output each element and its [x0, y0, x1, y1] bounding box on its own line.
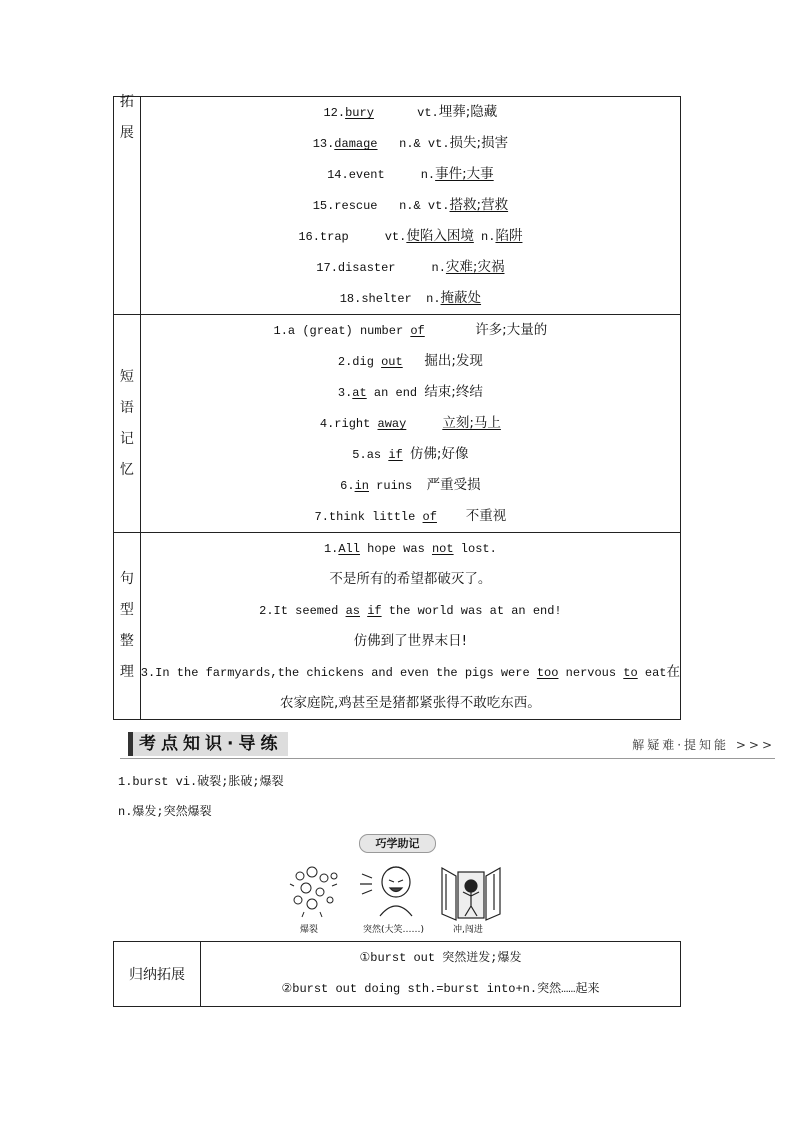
line-text: 埋葬;隐藏 [438, 104, 498, 120]
line-text: an end [366, 386, 425, 400]
section-content [140, 97, 680, 315]
answer-text: 掩蔽处 [440, 290, 482, 306]
caption-laugh: 突然(大笑……) [363, 925, 425, 935]
answer-text: 立刻;马上 [442, 415, 501, 431]
line-text: 4.right [319, 417, 378, 431]
answer-text: 陷阱 [495, 228, 523, 244]
line-text: 1.a (great) number [273, 324, 411, 338]
line-text: nervous [558, 666, 624, 680]
summary-line-2: ②burst out doing sth.=burst into+n.突然……起来 [281, 982, 600, 996]
line-text [403, 355, 425, 369]
line-text [406, 417, 442, 431]
answer-text: away [377, 417, 407, 431]
line-text [403, 448, 410, 462]
line-text: 结束;终结 [424, 384, 483, 400]
line-text: n.& vt. [377, 137, 450, 151]
line-text: 农家庭院,鸡甚至是猪都紧张得不敢吃东西。 [279, 695, 541, 711]
section-phrases [114, 315, 681, 533]
content-line [141, 564, 680, 595]
content-line [141, 657, 680, 688]
caption-rush: 冲,闯进 [453, 925, 483, 935]
line-text: n. [473, 230, 496, 244]
line-text: 13. [312, 137, 335, 151]
section-extension [114, 97, 681, 315]
vocab-table [113, 93, 681, 720]
line-text: 14.event n. [327, 168, 436, 182]
line-text: 5.as [352, 448, 389, 462]
line-text: lost. [453, 542, 497, 556]
answer-text: too [536, 666, 559, 680]
caption-burst: 爆裂 [300, 925, 319, 935]
content-line [141, 533, 680, 564]
line-text: 16.trap vt. [298, 230, 407, 244]
answer-text: as [345, 604, 360, 618]
point-line-2: n.爆发;突然爆裂 [118, 805, 212, 819]
answer-text: All [338, 542, 360, 556]
line-text: vt. [373, 106, 439, 120]
content-line [141, 408, 680, 439]
section-label-char: 记 [119, 430, 134, 447]
line-text: the world was at an end! [381, 604, 562, 618]
section-content [140, 533, 680, 720]
content-line [141, 470, 680, 501]
line-text: 损失;损害 [449, 135, 509, 151]
answer-text: bury [345, 106, 374, 120]
answer-text: if [367, 604, 382, 618]
line-text: 12. [323, 106, 346, 120]
answer-text: in [354, 479, 369, 493]
line-text: 严重受损 [426, 477, 481, 493]
content-line [141, 595, 680, 626]
line-text: 7.think little [314, 510, 423, 524]
summary-content [201, 942, 681, 1007]
answer-text: 事件;大事 [435, 166, 494, 182]
content-line [141, 97, 680, 128]
answer-text: out [381, 355, 403, 369]
section-label-char: 整 [119, 633, 134, 649]
line-text: 仿佛;好像 [409, 446, 469, 462]
section-banner [120, 731, 775, 757]
answer-text: 使陷入困境 [406, 228, 474, 244]
section-label-char: 短 [119, 368, 134, 385]
content-line [141, 159, 680, 190]
line-text: 不是所有的希望都破灭了。 [329, 571, 492, 587]
burst-illustration-icon [286, 862, 342, 920]
content-line [141, 190, 680, 221]
answer-text: if [388, 448, 403, 462]
section-label [114, 315, 141, 533]
line-text: 不重视 [465, 508, 507, 524]
section-label-char: 拓 [119, 93, 134, 110]
summary-line-1: ①burst out 突然迸发;爆发 [359, 951, 522, 965]
section-label-char: 句 [119, 571, 134, 587]
section-content [140, 315, 680, 533]
line-text: 3. [337, 386, 353, 400]
line-text: 6. [340, 479, 355, 493]
section-label-char: 展 [119, 124, 134, 141]
content-line [141, 439, 680, 470]
line-text [437, 510, 466, 524]
answer-text: not [431, 542, 454, 556]
line-text: hope was [359, 542, 432, 556]
line-text: 1. [323, 542, 339, 556]
section-label-char: 理 [119, 664, 134, 680]
answer-text: damage [334, 137, 378, 151]
content-line [141, 128, 680, 159]
banner-title: 考点知识·导练 [128, 732, 288, 756]
line-text: 仿佛到了世界末日! [353, 633, 468, 649]
answer-text: to [623, 666, 638, 680]
content-line [141, 221, 680, 252]
section-label-char: 忆 [119, 461, 134, 478]
section-label [114, 533, 141, 720]
laughing-person-icon [358, 862, 426, 920]
point-line-1: 1.burst vi.破裂;胀破;爆裂 [118, 775, 284, 789]
summary-label: 归纳拓展 [114, 942, 201, 1007]
line-text: 18.shelter n. [339, 292, 441, 306]
content-line [141, 315, 680, 346]
content-line [141, 688, 680, 719]
answer-text: 灾难;灾祸 [445, 259, 505, 275]
line-text: eat [637, 666, 667, 680]
line-text: 15.rescue n.& vt. [312, 199, 450, 213]
content-line [141, 626, 680, 657]
content-line [141, 377, 680, 408]
answer-text: of [422, 510, 437, 524]
answer-text: at [352, 386, 367, 400]
line-text: ruins [368, 479, 427, 493]
line-text: 掘出;发现 [424, 353, 483, 369]
line-text: 在 [666, 664, 680, 680]
section-sentences [114, 533, 681, 720]
answer-text: of [410, 324, 425, 338]
section-label-char: 型 [119, 602, 134, 618]
content-line [141, 346, 680, 377]
answer-text: 搭救;营救 [449, 197, 509, 213]
summary-table [113, 941, 681, 1007]
banner-subtitle: 解疑难·提知能 >>> [632, 738, 775, 752]
section-label [114, 93, 141, 315]
content-line [141, 252, 680, 283]
line-text: 2.It seemed [259, 604, 346, 618]
line-text: 17.disaster n. [316, 261, 446, 275]
banner-divider [120, 758, 775, 759]
line-text: 3.In the farmyards,the chickens and even the pigs were [140, 666, 537, 680]
memo-title: 巧学助记 [359, 834, 436, 853]
content-line [141, 283, 680, 314]
line-text: 许多;大量的 [475, 322, 548, 338]
line-text [425, 324, 475, 338]
content-line [141, 501, 680, 532]
burst-in-door-icon [436, 862, 506, 922]
section-label-char: 语 [119, 399, 134, 416]
line-text: 2.dig [337, 355, 382, 369]
